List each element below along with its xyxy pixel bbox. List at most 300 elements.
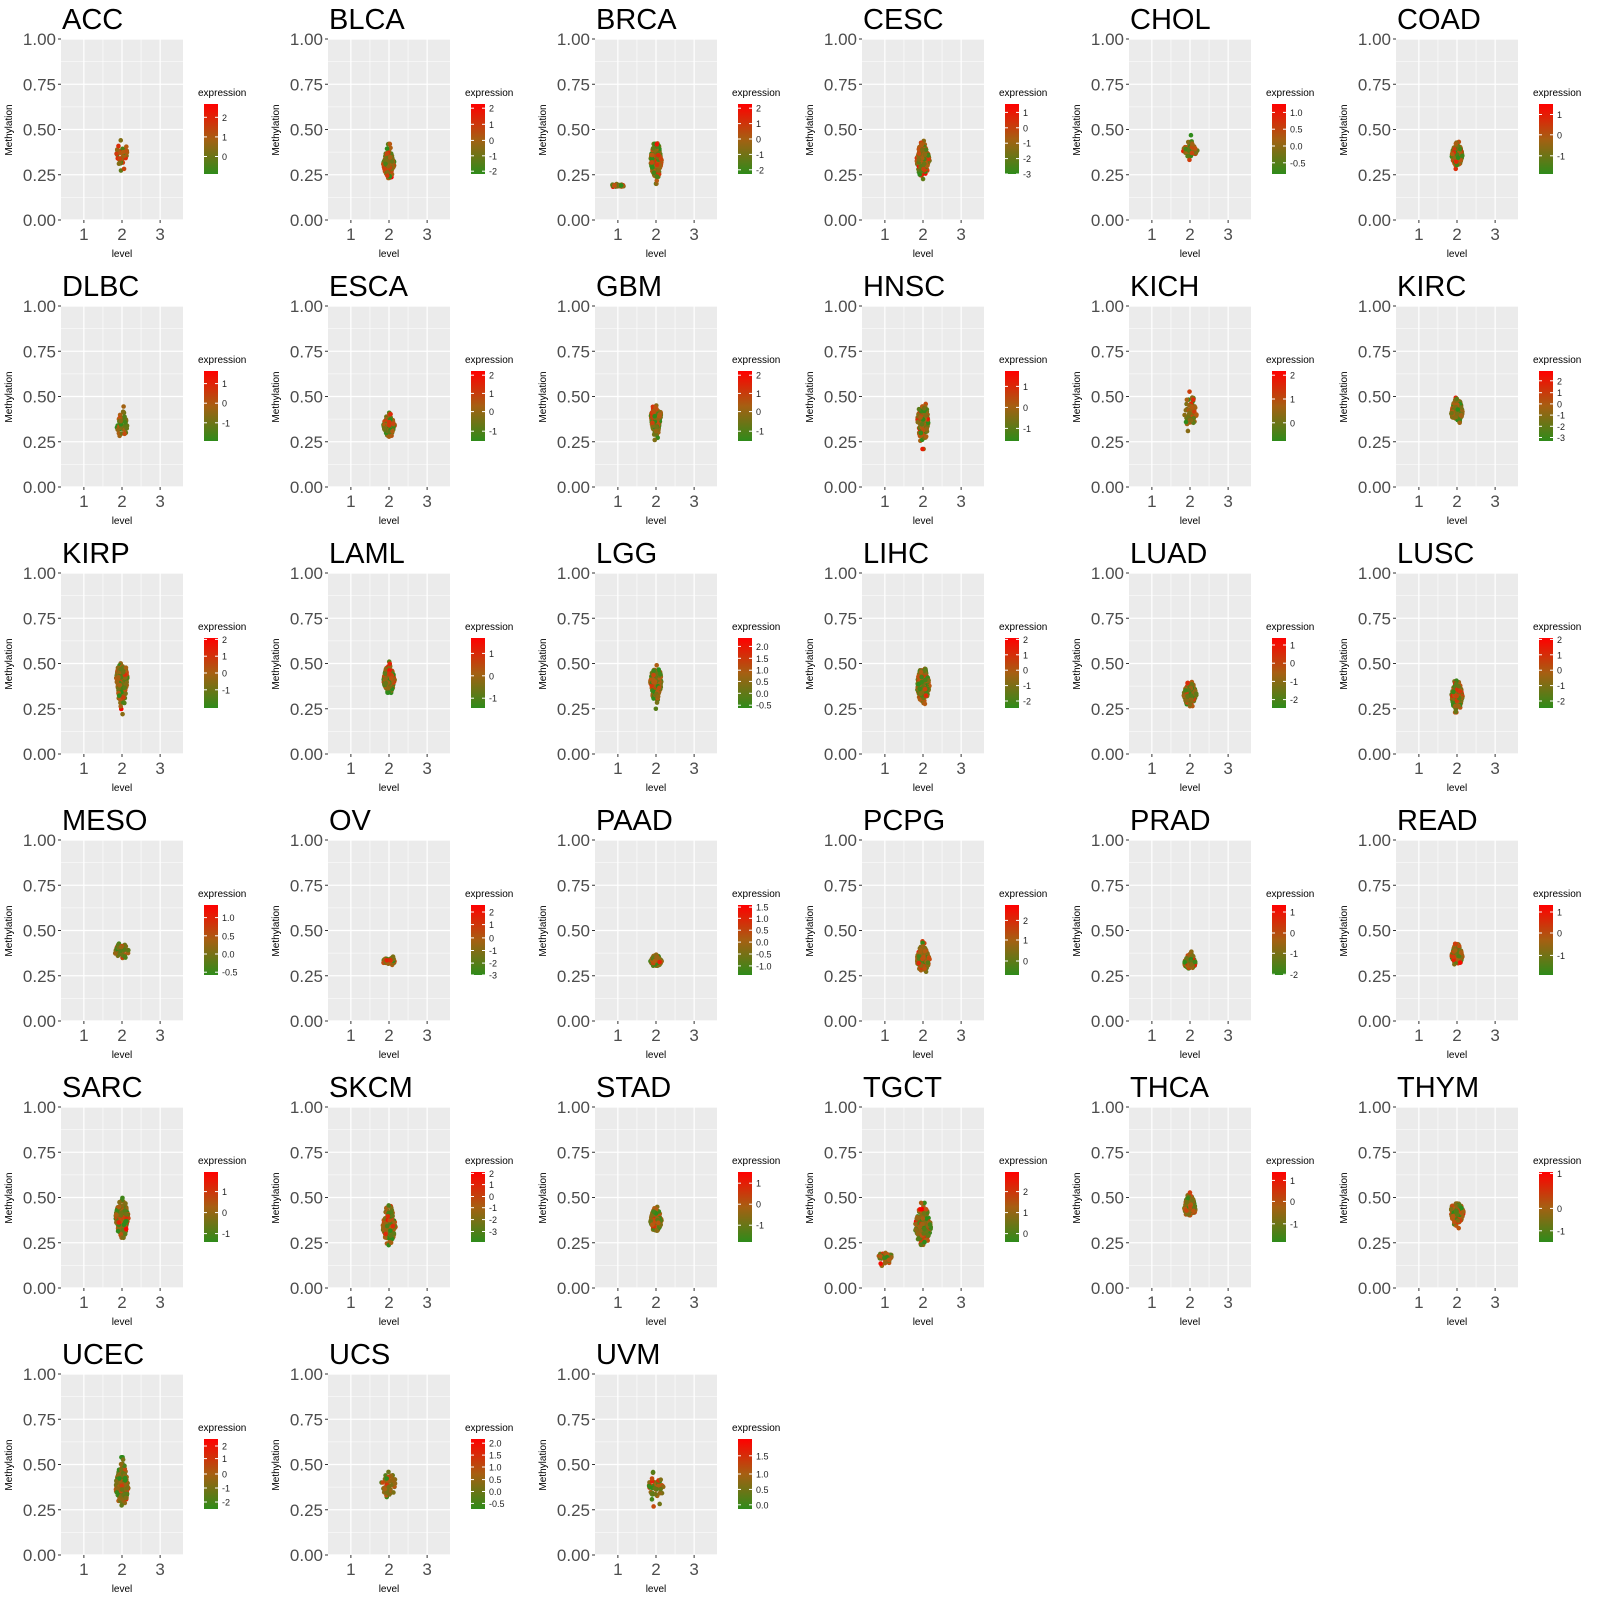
data-point	[918, 691, 923, 696]
y-tick-label: 1.00	[823, 297, 857, 316]
legend-tick-label: -2	[1557, 421, 1566, 432]
legend-tick-label: 1	[1290, 394, 1296, 405]
data-point	[385, 690, 390, 695]
x-tick-label: 2	[1452, 492, 1462, 511]
legend-colorbar	[1272, 371, 1286, 441]
x-axis-title: level	[378, 783, 400, 794]
data-point	[1186, 429, 1191, 434]
legend-tick-label: 1	[1023, 650, 1029, 661]
data-point	[1456, 684, 1461, 689]
y-axis-title: Methylation	[1072, 104, 1083, 156]
y-tick-label: 0.25	[289, 966, 323, 986]
x-tick-label: 3	[155, 492, 165, 511]
legend-tick-label: -1	[489, 946, 498, 956]
data-point	[1456, 704, 1461, 709]
y-tick-label: 0.25	[556, 699, 590, 719]
legend-tick-label: -1	[1290, 676, 1299, 687]
data-point	[923, 702, 928, 707]
y-tick-label: 1.00	[1357, 297, 1391, 316]
y-tick-label: 0.00	[289, 478, 323, 497]
data-point	[118, 949, 123, 954]
data-point	[118, 138, 123, 143]
y-tick-label: 0.50	[556, 921, 590, 941]
panel-title: DLBC	[62, 271, 140, 303]
data-point	[655, 174, 660, 179]
y-tick-label: 1.00	[823, 831, 857, 850]
data-point	[1454, 396, 1459, 401]
y-tick-label: 0.75	[823, 876, 857, 896]
data-point	[113, 951, 118, 956]
x-tick-label: 1	[346, 225, 356, 244]
y-axis-title: Methylation	[805, 104, 816, 156]
y-tick-label: 0.75	[556, 876, 590, 896]
legend-title: expression	[1533, 88, 1582, 99]
x-tick-label: 2	[651, 759, 661, 778]
y-tick-label: 0.00	[1090, 211, 1124, 230]
x-tick-label: 1	[79, 1026, 89, 1045]
legend-tick-label: -1	[1557, 151, 1566, 162]
y-tick-label: 0.25	[1357, 699, 1391, 719]
x-tick-label: 2	[384, 759, 394, 778]
legend-tick-label: 1	[489, 388, 495, 399]
x-tick-label: 3	[689, 759, 699, 778]
x-tick-label: 2	[117, 225, 127, 244]
y-tick-label: 1.00	[289, 564, 323, 583]
x-tick-label: 2	[1185, 759, 1195, 778]
data-point	[115, 427, 120, 432]
x-axis-title: level	[645, 783, 667, 794]
legend-tick-label: 0	[1290, 658, 1296, 669]
data-point	[652, 414, 657, 419]
y-tick-label: 0.25	[22, 966, 56, 986]
data-point	[1194, 150, 1199, 155]
y-tick-label: 0.75	[22, 342, 56, 362]
panel-title: GBM	[596, 271, 663, 303]
legend-tick-label: 0.0	[1290, 141, 1303, 152]
data-point	[922, 162, 927, 167]
data-point	[921, 177, 926, 182]
data-point	[122, 414, 127, 419]
data-point	[124, 426, 129, 431]
legend-tick-label: 1.5	[756, 902, 769, 913]
legend-tick-label: 0	[1023, 123, 1029, 134]
panel-title: HNSC	[863, 271, 946, 303]
y-tick-label: 0.50	[556, 387, 590, 407]
x-axis-title: level	[1179, 516, 1201, 527]
y-tick-label: 0.75	[823, 609, 857, 629]
panel-title: PCPG	[863, 805, 946, 837]
y-tick-label: 0.00	[1357, 211, 1391, 230]
expression-legend	[732, 622, 780, 711]
x-tick-label: 3	[1223, 225, 1233, 244]
legend-tick-label: 0	[756, 134, 762, 145]
y-tick-label: 1.00	[22, 564, 56, 583]
legend-title: expression	[1266, 88, 1315, 99]
x-tick-label: 1	[1147, 759, 1157, 778]
data-point	[389, 676, 394, 681]
legend-tick-label: 2	[489, 907, 495, 918]
data-point	[124, 144, 129, 149]
x-tick-label: 3	[689, 1026, 699, 1045]
expression-legend	[1266, 88, 1314, 174]
y-tick-label: 1.00	[1090, 564, 1124, 583]
x-axis-title: level	[111, 516, 133, 527]
panel-ov	[271, 805, 513, 1061]
y-tick-label: 0.75	[556, 342, 590, 362]
legend-tick-label: 0.5	[222, 931, 235, 942]
legend-colorbar	[1272, 638, 1286, 708]
data-point	[1185, 397, 1190, 402]
y-tick-label: 0.00	[22, 1012, 56, 1031]
panel-title: LIHC	[863, 538, 930, 570]
y-axis-title: Methylation	[271, 905, 282, 957]
legend-tick-label: -1	[1557, 681, 1566, 692]
data-point	[920, 147, 925, 152]
data-point	[1194, 412, 1199, 417]
data-point	[921, 955, 926, 960]
legend-tick-label: 2	[489, 370, 495, 381]
legend-tick-label: 1.0	[222, 913, 235, 924]
data-point	[659, 157, 664, 162]
legend-tick-label: 2	[1290, 370, 1296, 381]
legend-tick-label: 1	[1290, 640, 1296, 651]
x-tick-label: 1	[79, 759, 89, 778]
panel-acc	[4, 4, 246, 260]
y-tick-label: 0.00	[22, 478, 56, 497]
x-tick-label: 1	[613, 759, 623, 778]
expression-legend	[198, 355, 246, 441]
data-point	[921, 167, 926, 172]
legend-tick-label: 0	[1557, 399, 1563, 410]
y-tick-label: 0.25	[1090, 699, 1124, 719]
x-axis-title: level	[645, 516, 667, 527]
legend-colorbar	[1005, 638, 1019, 708]
panel-gbm	[538, 271, 780, 527]
x-tick-label: 1	[1147, 492, 1157, 511]
expression-legend	[1533, 88, 1581, 174]
legend-tick-label: 0	[1290, 418, 1296, 429]
legend-tick-label: -1	[1557, 410, 1566, 421]
data-point	[654, 706, 659, 711]
x-tick-label: 2	[384, 225, 394, 244]
legend-colorbar	[471, 638, 485, 708]
legend-tick-label: 1	[222, 651, 228, 662]
data-point	[918, 430, 923, 435]
legend-title: expression	[1533, 355, 1582, 366]
legend-title: expression	[999, 889, 1048, 900]
data-point	[655, 162, 660, 167]
data-point	[917, 407, 922, 412]
panel-chol	[1072, 4, 1314, 260]
data-point	[388, 412, 393, 417]
legend-tick-label: -2	[1023, 696, 1032, 707]
data-point	[122, 432, 127, 437]
legend-tick-label: 1	[222, 132, 228, 143]
expression-legend	[1533, 355, 1581, 443]
legend-title: expression	[1266, 622, 1315, 633]
legend-tick-label: -1	[1023, 423, 1032, 434]
panel-title: KIRP	[62, 538, 130, 570]
panel-cesc	[805, 4, 1047, 260]
x-axis-title: level	[378, 249, 400, 260]
y-tick-label: 1.00	[289, 297, 323, 316]
data-point	[915, 420, 920, 425]
y-tick-label: 0.75	[1090, 75, 1124, 95]
panel-title: BLCA	[329, 4, 405, 36]
legend-tick-label: -3	[489, 970, 498, 981]
x-tick-label: 2	[384, 492, 394, 511]
data-point	[649, 160, 654, 165]
x-tick-label: 3	[422, 225, 432, 244]
legend-tick-label: 0.5	[756, 676, 769, 687]
y-tick-label: 1.00	[1357, 564, 1391, 583]
panel-title: CESC	[863, 4, 944, 36]
expression-legend	[1266, 355, 1314, 441]
data-point	[1460, 153, 1465, 158]
x-tick-label: 3	[155, 759, 165, 778]
legend-title: expression	[999, 622, 1048, 633]
panel-brca	[538, 4, 780, 260]
y-tick-label: 0.75	[823, 342, 857, 362]
y-axis-title: Methylation	[1072, 371, 1083, 423]
data-point	[121, 670, 126, 675]
data-point	[919, 675, 924, 680]
x-tick-label: 1	[880, 225, 890, 244]
legend-colorbar	[471, 371, 485, 441]
y-axis-title: Methylation	[538, 104, 549, 156]
data-point	[652, 959, 657, 964]
legend-title: expression	[732, 889, 781, 900]
data-point	[383, 671, 388, 676]
legend-tick-label: 0	[1557, 665, 1563, 676]
data-point	[657, 412, 662, 417]
y-tick-label: 1.00	[22, 297, 56, 316]
legend-colorbar	[204, 371, 218, 441]
legend-tick-label: -2	[756, 165, 765, 176]
legend-tick-label: -1	[222, 418, 231, 429]
legend-colorbar	[738, 371, 752, 441]
x-axis-title: level	[912, 516, 934, 527]
expression-legend	[465, 88, 513, 177]
data-point	[654, 429, 659, 434]
data-point	[650, 153, 655, 158]
legend-tick-label: -1	[1023, 138, 1032, 149]
data-point	[385, 173, 390, 178]
x-tick-label: 2	[1185, 492, 1195, 511]
data-point	[383, 676, 388, 681]
legend-tick-label: -3	[1023, 169, 1032, 180]
data-point	[385, 151, 390, 156]
y-tick-label: 0.00	[1090, 478, 1124, 497]
legend-tick-label: 1.0	[756, 913, 769, 924]
y-tick-label: 0.50	[22, 387, 56, 407]
y-tick-label: 1.00	[1357, 30, 1391, 49]
expression-legend	[999, 622, 1047, 708]
y-tick-label: 0.75	[1357, 75, 1391, 95]
data-point	[656, 694, 661, 699]
legend-tick-label: 0	[1023, 665, 1029, 676]
data-point	[918, 950, 923, 955]
x-tick-label: 3	[956, 759, 966, 778]
expression-legend	[198, 622, 246, 708]
x-tick-label: 1	[880, 1026, 890, 1045]
data-point	[117, 693, 122, 698]
x-tick-label: 2	[918, 759, 928, 778]
y-tick-label: 0.75	[22, 609, 56, 629]
panel-luad	[1072, 538, 1314, 794]
x-tick-label: 3	[1490, 759, 1500, 778]
legend-tick-label: 2	[1023, 634, 1029, 645]
y-tick-label: 1.00	[289, 831, 323, 850]
y-tick-label: 0.50	[22, 654, 56, 674]
y-axis-title: Methylation	[271, 371, 282, 423]
data-point	[919, 670, 924, 675]
legend-tick-label: -2	[489, 958, 498, 969]
y-axis-title: Methylation	[805, 905, 816, 957]
panel-kich	[1072, 271, 1314, 527]
legend-tick-label: 2.0	[756, 641, 769, 652]
data-point	[1187, 411, 1192, 416]
y-tick-label: 1.00	[556, 831, 590, 850]
data-point	[1455, 407, 1460, 412]
y-tick-label: 0.75	[22, 75, 56, 95]
data-point	[651, 673, 656, 678]
panel-lgg	[538, 538, 780, 794]
data-point	[924, 693, 929, 698]
x-axis-title: level	[111, 783, 133, 794]
y-tick-label: 0.50	[1357, 387, 1391, 407]
legend-tick-label: -2	[1557, 696, 1566, 707]
x-tick-label: 1	[613, 1026, 623, 1045]
data-point	[923, 949, 928, 954]
data-point	[1454, 159, 1459, 164]
panel-title: ESCA	[329, 271, 408, 303]
x-tick-label: 1	[1147, 225, 1157, 244]
x-tick-label: 1	[1414, 225, 1424, 244]
y-tick-label: 0.75	[289, 876, 323, 896]
x-axis-title: level	[645, 249, 667, 260]
y-tick-label: 0.50	[1090, 654, 1124, 674]
y-tick-label: 0.25	[22, 699, 56, 719]
x-tick-label: 3	[155, 1026, 165, 1045]
legend-tick-label: 2	[222, 634, 228, 645]
expression-legend	[732, 355, 780, 441]
expression-legend	[1266, 622, 1314, 708]
x-tick-label: 1	[346, 492, 356, 511]
data-point	[657, 960, 662, 965]
x-tick-label: 3	[155, 225, 165, 244]
legend-tick-label: 0	[222, 398, 228, 409]
x-tick-label: 3	[956, 225, 966, 244]
legend-title: expression	[465, 622, 514, 633]
data-point	[118, 704, 123, 709]
data-point	[122, 685, 127, 690]
data-point	[1185, 681, 1190, 686]
x-tick-label: 3	[1490, 225, 1500, 244]
panel-pcpg	[805, 805, 1047, 1061]
data-point	[1449, 411, 1454, 416]
y-tick-label: 0.00	[556, 478, 590, 497]
y-tick-label: 0.25	[823, 966, 857, 986]
data-point	[382, 166, 387, 171]
x-tick-label: 3	[1490, 492, 1500, 511]
data-point	[124, 680, 129, 685]
y-tick-label: 0.25	[1357, 165, 1391, 185]
legend-tick-label: 1	[1557, 388, 1563, 399]
x-tick-label: 2	[651, 492, 661, 511]
y-tick-label: 0.25	[22, 165, 56, 185]
y-tick-label: 0.25	[289, 432, 323, 452]
legend-tick-label: 1	[1557, 650, 1563, 661]
data-point	[1189, 697, 1194, 702]
data-point	[1451, 690, 1456, 695]
x-tick-label: 1	[1414, 759, 1424, 778]
y-tick-label: 0.25	[1090, 165, 1124, 185]
y-tick-label: 0.75	[1090, 609, 1124, 629]
legend-tick-label: 1	[489, 920, 495, 931]
y-tick-label: 0.50	[289, 120, 323, 140]
data-point	[1457, 689, 1462, 694]
panel-hnsc	[805, 271, 1047, 527]
y-tick-label: 0.75	[556, 609, 590, 629]
x-axis-title: level	[912, 249, 934, 260]
data-point	[657, 686, 662, 691]
legend-title: expression	[198, 355, 247, 366]
legend-tick-label: 2	[489, 103, 495, 114]
expression-legend	[465, 622, 513, 708]
y-tick-label: 0.75	[22, 876, 56, 896]
x-tick-label: 3	[422, 492, 432, 511]
data-point	[658, 672, 663, 677]
panel-blca	[271, 4, 513, 260]
y-axis-title: Methylation	[538, 371, 549, 423]
legend-title: expression	[198, 622, 247, 633]
x-tick-label: 1	[880, 759, 890, 778]
y-tick-label: 0.75	[1357, 342, 1391, 362]
data-point	[390, 429, 395, 434]
data-point	[1190, 151, 1195, 156]
y-tick-label: 1.00	[22, 831, 56, 850]
data-point	[121, 695, 126, 700]
y-tick-label: 0.00	[289, 745, 323, 764]
legend-title: expression	[999, 355, 1048, 366]
data-point	[917, 157, 922, 162]
data-point	[1458, 147, 1463, 152]
y-tick-label: 0.50	[1357, 654, 1391, 674]
y-axis-title: Methylation	[271, 104, 282, 156]
data-point	[920, 447, 925, 452]
x-tick-label: 2	[918, 225, 928, 244]
x-tick-label: 3	[689, 492, 699, 511]
x-tick-label: 3	[1223, 759, 1233, 778]
panel-title: MESO	[62, 805, 148, 837]
x-tick-label: 1	[79, 492, 89, 511]
y-tick-label: 0.00	[823, 478, 857, 497]
data-point	[384, 681, 389, 686]
y-tick-label: 0.00	[22, 745, 56, 764]
y-tick-label: 0.00	[823, 1012, 857, 1031]
x-tick-label: 2	[117, 759, 127, 778]
y-tick-label: 0.75	[289, 75, 323, 95]
legend-tick-label: 1	[756, 119, 762, 130]
y-tick-label: 0.50	[1090, 387, 1124, 407]
data-point	[1457, 420, 1462, 425]
data-point	[650, 165, 655, 170]
y-tick-label: 0.50	[556, 120, 590, 140]
x-axis-title: level	[1179, 249, 1201, 260]
x-tick-label: 2	[1452, 225, 1462, 244]
legend-title: expression	[465, 889, 514, 900]
